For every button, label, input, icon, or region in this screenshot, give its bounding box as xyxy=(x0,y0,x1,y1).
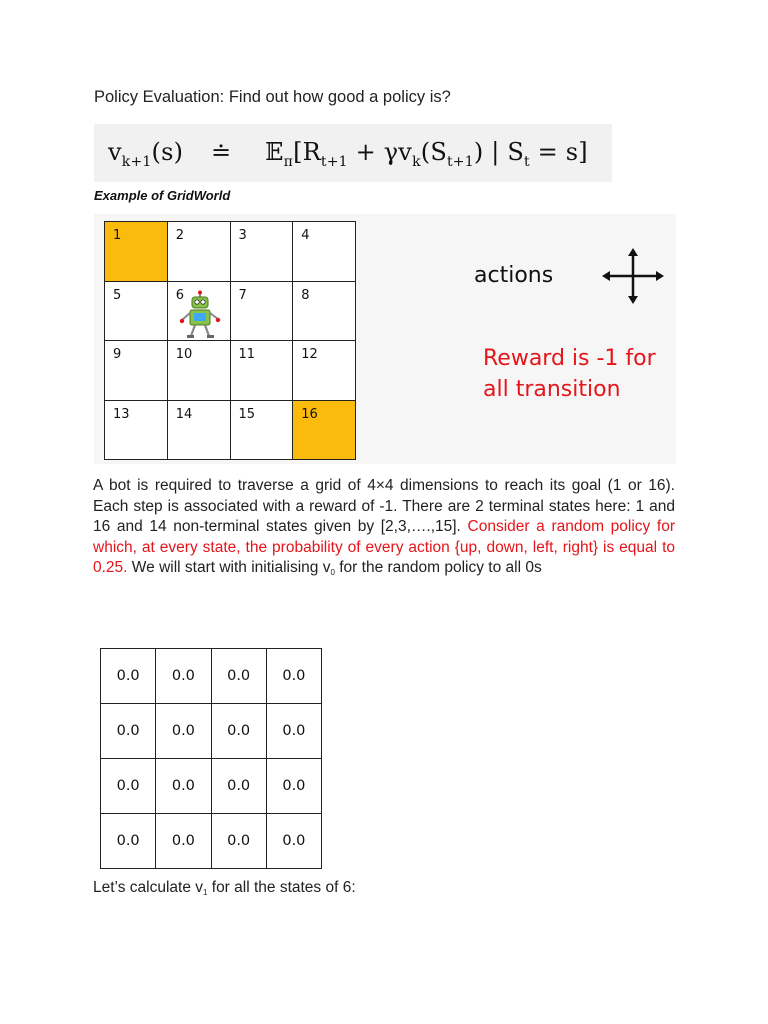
grid-cell: 8 xyxy=(293,281,356,341)
robot-icon xyxy=(178,290,222,340)
grid-cell: 12 xyxy=(293,341,356,401)
value-cell: 0.0 xyxy=(101,814,156,869)
grid-cell: 14 xyxy=(167,400,230,460)
reward-note: Reward is -1 for all transition xyxy=(483,346,656,402)
gridworld-grid xyxy=(104,221,356,460)
page-heading: Policy Evaluation: Find out how good a policy is? xyxy=(94,88,451,106)
calculation-line: Let’s calculate $v_1$ for all the states of 6: xyxy=(93,879,356,897)
value-cell: 0.0 xyxy=(211,759,266,814)
grid-cell-terminal: 1 xyxy=(105,222,168,282)
value-cell: 0.0 xyxy=(101,759,156,814)
four-way-arrow-icon xyxy=(602,248,664,304)
grid-cell: 2 xyxy=(167,222,230,282)
value-cell: 0.0 xyxy=(101,649,156,704)
grid-cell: 10 xyxy=(167,341,230,401)
grid-cell: 6 xyxy=(167,281,230,341)
value-cell: 0.0 xyxy=(101,704,156,759)
value-cell: 0.0 xyxy=(156,759,211,814)
grid-cell: 13 xyxy=(105,400,168,460)
value-cell: 0.0 xyxy=(156,704,211,759)
grid-cell: 15 xyxy=(230,400,293,460)
value-cell: 0.0 xyxy=(211,649,266,704)
actions-label: actions xyxy=(474,263,554,288)
grid-cell-terminal: 16 xyxy=(293,400,356,460)
grid-cell: 9 xyxy=(105,341,168,401)
value-cell: 0.0 xyxy=(156,649,211,704)
value-cell: 0.0 xyxy=(211,814,266,869)
value-cell: 0.0 xyxy=(266,814,321,869)
value-cell: 0.0 xyxy=(156,814,211,869)
grid-cell: 7 xyxy=(230,281,293,341)
bellman-formula: $v_{k+1}(s)$ ≐ $𝔼_\pi[R_{t+1} + \gamma v_k(S_{t+1})$ | $S_t = s$] xyxy=(108,138,588,170)
value-cell: 0.0 xyxy=(266,649,321,704)
value-cell: 0.0 xyxy=(211,704,266,759)
value-cell: 0.0 xyxy=(266,704,321,759)
description-paragraph: A bot is required to traverse a grid of 4×4 dimensions to reach its goal (1 or 16). Each step is associated with a reward of -1. There are 2 terminal states here: 1 and 16 and 14 non-terminal states given by [2,3,….,15]. Consider a random policy for which, at every state, the probability of every action {up, down, left, right} is equal to 0.25. We will start with initialising $v_0$ for the random policy to all 0s xyxy=(93,477,675,577)
random-policy-note: Consider a random policy for which, at every state, the probability of every action {up, down, left, right} is equal to 0.25. xyxy=(93,518,675,576)
value-table xyxy=(100,648,322,869)
example-title: Example of GridWorld xyxy=(94,188,231,203)
grid-cell: 4 xyxy=(293,222,356,282)
value-cell: 0.0 xyxy=(266,759,321,814)
grid-cell: 5 xyxy=(105,281,168,341)
grid-cell: 11 xyxy=(230,341,293,401)
grid-cell: 3 xyxy=(230,222,293,282)
